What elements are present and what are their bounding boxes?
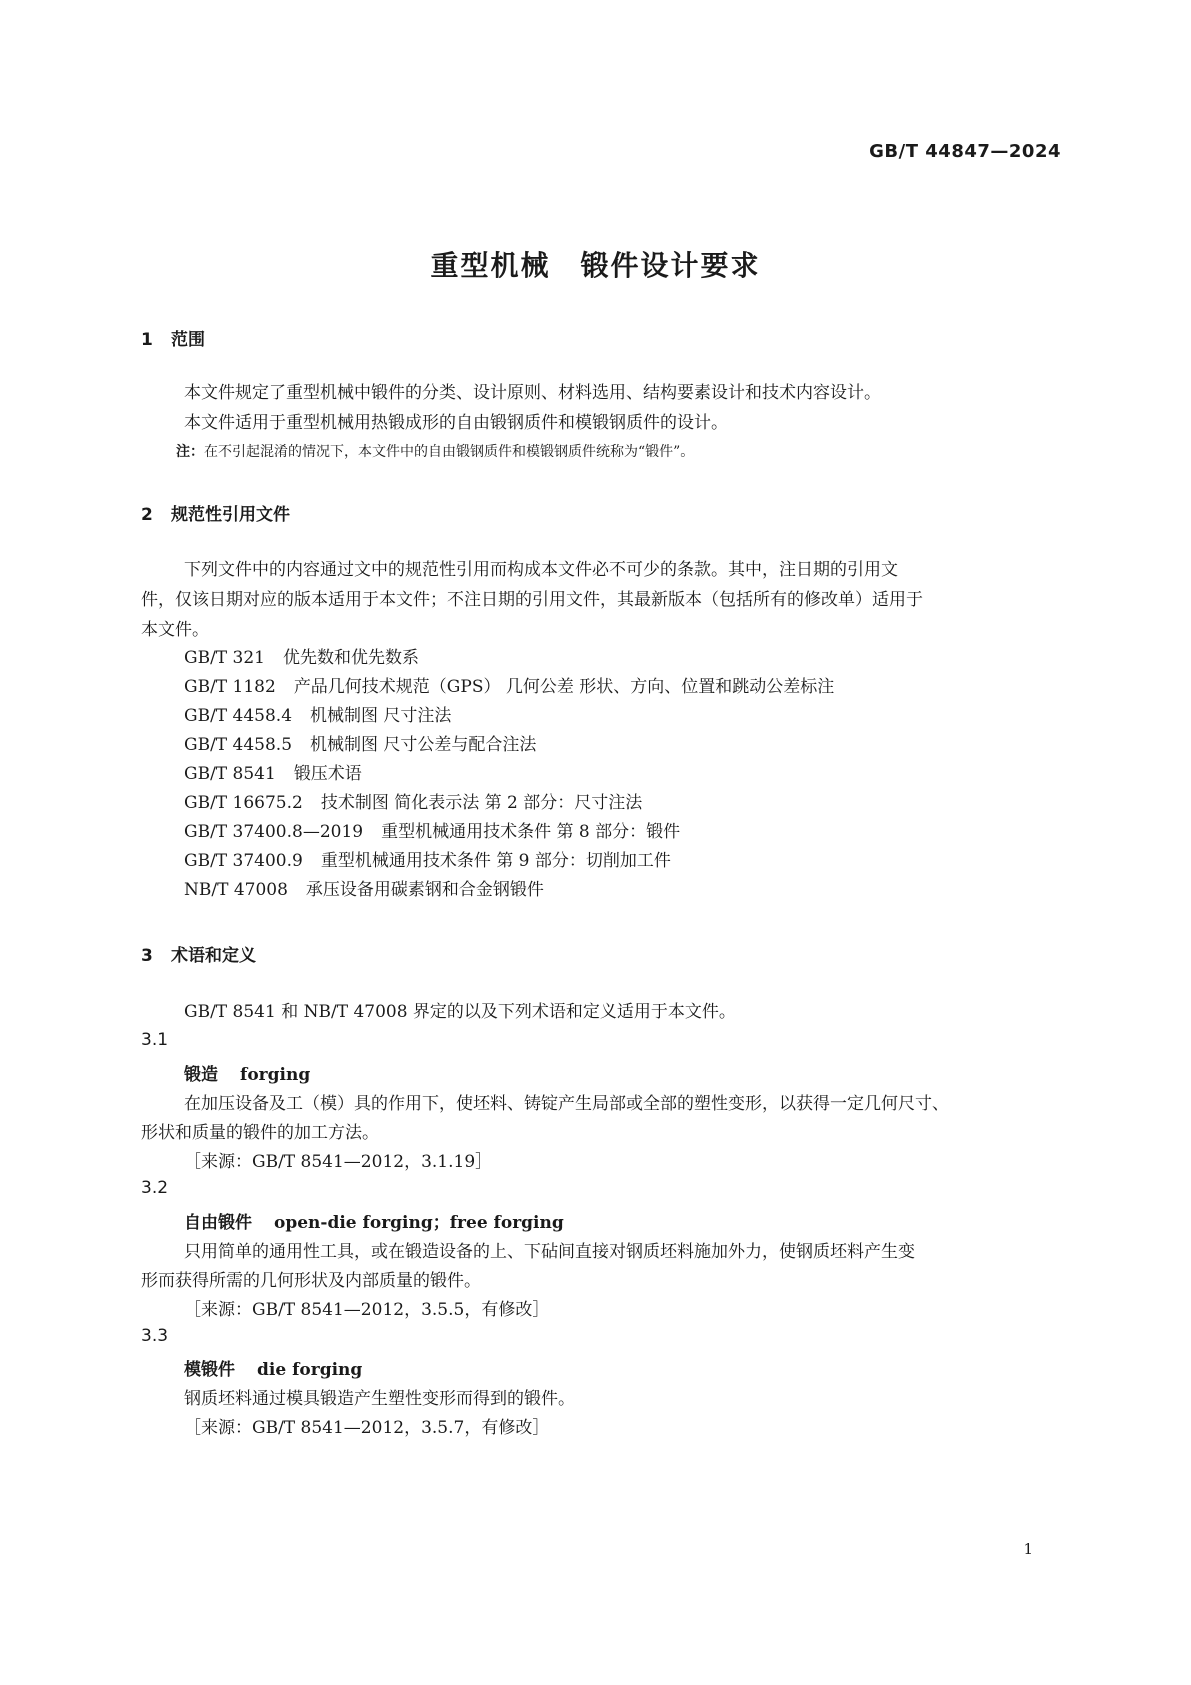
paragraph-line: 件，仅该日期对应的版本适用于本文件；不注日期的引用文件，其最新版本（包括所有的修改单）适用于: [141, 590, 923, 610]
section-number: 3: [141, 946, 153, 966]
reference-code: GB/T 4458.5: [184, 735, 293, 755]
clause-number: 3.1: [141, 1030, 169, 1050]
reference-item: [184, 672, 834, 702]
reference-code: GB/T 1182: [184, 677, 276, 697]
paragraph: 本文件适用于重型机械用热锻成形的自由锻钢质件和模锻钢质件的设计。: [184, 413, 728, 433]
document-title: [0, 244, 1191, 284]
reference-code: GB/T 37400.9: [184, 851, 303, 871]
term-zh: 模锻件: [184, 1360, 235, 1380]
section-number: 1: [141, 330, 153, 350]
reference-title: 重型机械通用技术条件 第 9 部分：切削加工件: [320, 851, 671, 871]
definition-line: 只用简单的通用性工具，或在锻造设备的上、下砧间直接对钢质坯料施加外力，使钢质坯料产生变: [184, 1242, 915, 1262]
term-en: die forging: [257, 1360, 363, 1380]
reference-item: [184, 788, 642, 818]
reference-item: [184, 875, 544, 905]
section-3-heading: [141, 941, 256, 966]
section-1-heading: [141, 325, 205, 350]
reference-code: GB/T 321: [184, 648, 265, 668]
reference-code: GB/T 4458.4: [184, 706, 293, 726]
reference-code: GB/T 16675.2: [184, 793, 303, 813]
note-text: 在不引起混淆的情况下，本文件中的自由锻钢质件和模锻钢质件统称为“锻件”。: [204, 444, 695, 460]
reference-code: GB/T 8541: [184, 764, 276, 784]
term-en: open-die forging；free forging: [274, 1213, 564, 1233]
term-en: forging: [240, 1065, 311, 1085]
reference-item: [184, 643, 419, 673]
paragraph: GB/T 8541 和 NB/T 47008 界定的以及下列术语和定义适用于本文件。: [184, 1002, 736, 1022]
reference-title: 锻压术语: [293, 764, 362, 784]
definition-line: 在加压设备及工（模）具的作用下，使坯料、铸锭产生局部或全部的塑性变形，以获得一定几何尺寸、: [184, 1094, 949, 1114]
reference-title: 重型机械通用技术条件 第 8 部分：锻件: [381, 822, 681, 842]
section-2-heading: [141, 500, 290, 525]
paragraph-line: 下列文件中的内容通过文中的规范性引用而构成本文件必不可少的条款。其中，注日期的引用文: [184, 560, 898, 580]
title-part-2: 锻件设计要求: [580, 249, 761, 282]
reference-title: 产品几何技术规范（GPS） 几何公差 形状、方向、位置和跳动公差标注: [293, 677, 835, 697]
clause-number: 3.2: [141, 1178, 169, 1198]
definition-line: 形而获得所需的几何形状及内部质量的锻件。: [141, 1271, 481, 1291]
reference-item: [184, 759, 362, 789]
term-source: ［来源：GB/T 8541—2012，3.5.7，有修改］: [184, 1418, 550, 1438]
reference-code: GB/T 37400.8—2019: [184, 822, 364, 842]
reference-title: 机械制图 尺寸注法: [310, 706, 452, 726]
paragraph: 本文件规定了重型机械中锻件的分类、设计原则、材料选用、结构要素设计和技术内容设计。: [184, 383, 881, 403]
reference-item: [184, 846, 671, 876]
term-heading: [184, 1355, 362, 1380]
definition-line: 形状和质量的锻件的加工方法。: [141, 1123, 379, 1143]
section-title: 范围: [171, 330, 205, 350]
term-zh: 自由锻件: [184, 1213, 252, 1233]
term-source: ［来源：GB/T 8541—2012，3.1.19］: [184, 1152, 493, 1172]
note-label: 注：: [176, 444, 204, 460]
term-heading: [184, 1208, 564, 1233]
section-title: 术语和定义: [171, 946, 256, 966]
reference-code: NB/T 47008: [184, 880, 288, 900]
section-number: 2: [141, 505, 153, 525]
paragraph-line: 本文件。: [141, 620, 209, 640]
reference-item: [184, 817, 680, 847]
reference-title: 技术制图 简化表示法 第 2 部分：尺寸注法: [320, 793, 643, 813]
term-zh: 锻造: [184, 1065, 218, 1085]
term-heading: [184, 1060, 310, 1085]
standard-code: GB/T 44847—2024: [869, 141, 1061, 162]
clause-number: 3.3: [141, 1326, 169, 1346]
reference-item: [184, 730, 536, 760]
section-title: 规范性引用文件: [171, 505, 290, 525]
title-part-1: 重型机械: [430, 249, 551, 282]
definition-line: 钢质坯料通过模具锻造产生塑性变形而得到的锻件。: [184, 1389, 575, 1409]
reference-title: 优先数和优先数系: [283, 648, 419, 668]
term-source: ［来源：GB/T 8541—2012，3.5.5，有修改］: [184, 1300, 550, 1320]
reference-title: 承压设备用碳素钢和合金钢锻件: [305, 880, 544, 900]
reference-item: [184, 701, 451, 731]
page-number: 1: [1023, 1540, 1033, 1558]
reference-title: 机械制图 尺寸公差与配合注法: [310, 735, 537, 755]
note: [176, 442, 694, 462]
